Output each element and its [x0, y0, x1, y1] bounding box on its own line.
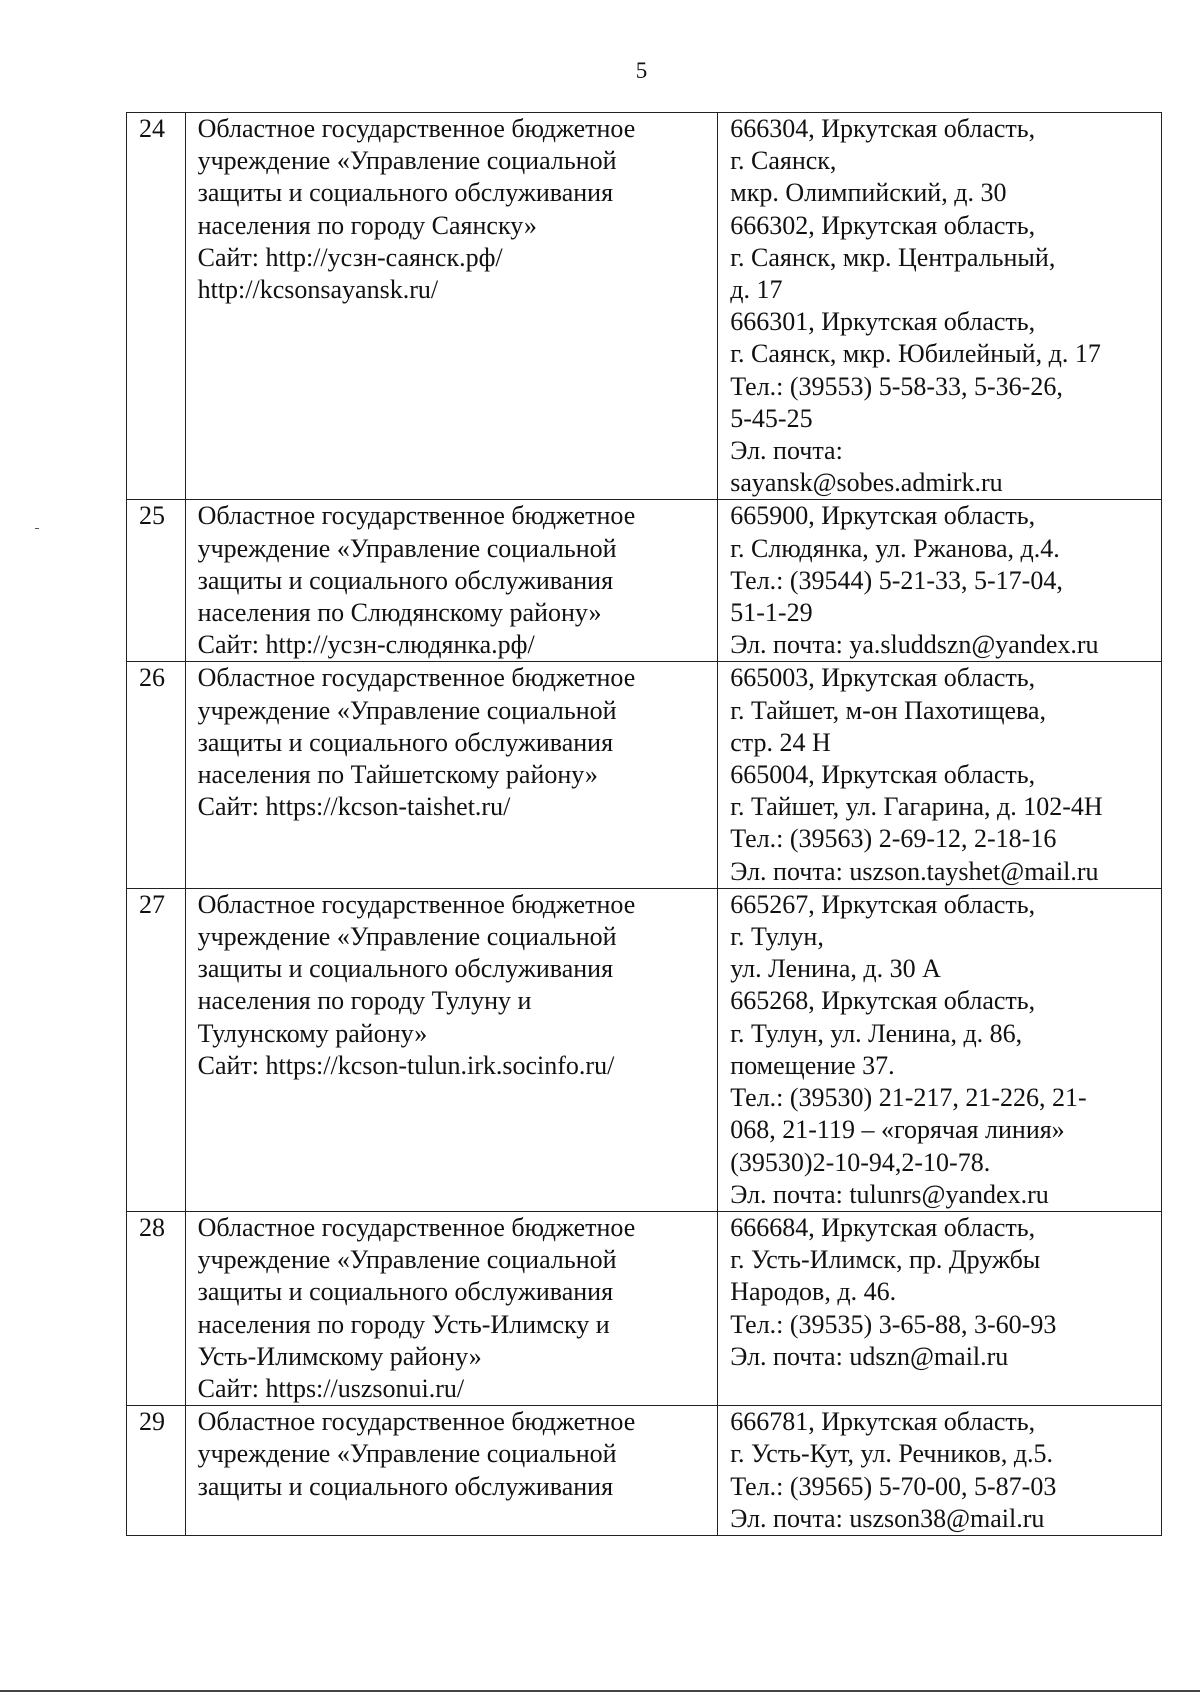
address-line: Тел.: (39565) 5-70-00, 5-87-03: [730, 1471, 1057, 1501]
organization-line: населения по городу Тулуну и: [197, 986, 532, 1016]
organization-line: http://kcsonsayansk.ru/: [197, 275, 439, 305]
row-number: 28: [127, 1211, 186, 1405]
institutions-table: [126, 112, 1162, 1536]
address-line: помещение 37.: [730, 1050, 895, 1080]
organization-line: Областное государственное бюджетное: [197, 501, 636, 531]
organization-line: защиты и социального обслуживания: [197, 178, 614, 208]
organization-line: учреждение «Управление социальной: [197, 1439, 617, 1469]
address-line: г. Тулун,: [730, 922, 824, 952]
organization-cell: [185, 662, 718, 888]
organization-cell: [185, 1211, 718, 1405]
organization-line: защиты и социального обслуживания: [197, 1471, 614, 1501]
organization-line: учреждение «Управление социальной: [197, 1245, 617, 1275]
organization-line: Сайт: http://усзн-слюдянка.рф/: [197, 630, 535, 660]
address-line: г. Саянск, мкр. Юбилейный, д. 17: [730, 339, 1101, 369]
organization-line: защиты и социального обслуживания: [197, 565, 614, 595]
address-contacts-cell: [718, 113, 1162, 500]
organization-line: Областное государственное бюджетное: [197, 889, 636, 919]
organization-cell: [185, 113, 718, 500]
address-line: г. Тайшет, ул. Гагарина, д. 102-4Н: [730, 792, 1103, 822]
address-line: 666301, Иркутская область,: [730, 307, 1036, 337]
table-row: [127, 1406, 1162, 1536]
address-line: д. 17: [730, 275, 783, 305]
organization-line: защиты и социального обслуживания: [197, 954, 614, 984]
address-line: г. Саянск, мкр. Центральный,: [730, 242, 1056, 272]
address-line: Эл. почта: udszn@mail.ru: [730, 1341, 1009, 1371]
address-line: стр. 24 Н: [730, 727, 831, 757]
organization-line: населения по Тайшетскому району»: [197, 760, 598, 790]
address-line: 666302, Иркутская область,: [730, 210, 1036, 240]
address-line: г. Саянск,: [730, 146, 837, 176]
address-line: 665900, Иркутская область,: [730, 501, 1036, 531]
organization-line: Тулунскому району»: [197, 1018, 428, 1048]
address-line: Тел.: (39563) 2-69-12, 2-18-16: [730, 824, 1057, 854]
organization-line: Сайт: http://усзн-саянск.рф/: [197, 242, 503, 272]
address-line: Эл. почта: uszson.tayshet@mail.ru: [730, 856, 1099, 886]
organization-cell: [185, 888, 718, 1211]
address-line: 51-1-29: [730, 598, 813, 628]
organization-line: Областное государственное бюджетное: [197, 1212, 636, 1242]
organization-line: Областное государственное бюджетное: [197, 114, 636, 143]
organization-line: Усть-Илимскому району»: [197, 1341, 482, 1371]
row-number: 26: [127, 662, 186, 888]
address-contacts-cell: [718, 1211, 1162, 1405]
address-line: Тел.: (39535) 3-65-88, 3-60-93: [730, 1309, 1057, 1339]
address-line: г. Усть-Кут, ул. Речников, д.5.: [730, 1439, 1054, 1469]
row-number: 24: [127, 113, 186, 500]
bottom-rule: [0, 1690, 1200, 1692]
address-line: Эл. почта: uszson38@mail.ru: [730, 1503, 1045, 1533]
organization-line: защиты и социального обслуживания: [197, 727, 614, 757]
address-line: Эл. почта: tulunrs@yandex.ru: [730, 1179, 1049, 1209]
address-line: Тел.: (39544) 5-21-33, 5-17-04,: [730, 565, 1063, 595]
address-line: г. Тайшет, м-он Пахотищева,: [730, 695, 1046, 725]
page-number: 5: [635, 58, 648, 83]
organization-line: Сайт: https://kcson-taishet.ru/: [197, 792, 511, 822]
organization-line: учреждение «Управление социальной: [197, 533, 617, 563]
address-line: Эл. почта:: [730, 436, 843, 466]
organization-line: Областное государственное бюджетное: [197, 1407, 636, 1437]
address-line: sayansk@sobes.admirk.ru: [730, 468, 1003, 498]
organization-line: Сайт: https://uszsonui.ru/: [197, 1373, 465, 1403]
address-line: Тел.: (39553) 5-58-33, 5-36-26,: [730, 371, 1063, 401]
address-line: ул. Ленина, д. 30 А: [730, 954, 941, 984]
table-row: [127, 888, 1162, 1211]
organization-line: населения по Слюдянскому району»: [197, 598, 602, 628]
address-line: мкр. Олимпийский, д. 30: [730, 178, 1007, 208]
margin-mark: [35, 528, 39, 529]
address-line: г. Усть-Илимск, пр. Дружбы: [730, 1245, 1041, 1275]
address-contacts-cell: [718, 662, 1162, 888]
address-line: Тел.: (39530) 21-217, 21-226, 21-: [730, 1083, 1087, 1113]
organization-line: учреждение «Управление социальной: [197, 146, 617, 176]
address-line: г. Слюдянка, ул. Ржанова, д.4.: [730, 533, 1060, 563]
address-line: 665268, Иркутская область,: [730, 986, 1036, 1016]
organization-line: населения по городу Усть-Илимску и: [197, 1309, 610, 1339]
address-line: 068, 21-119 – «горячая линия»: [730, 1115, 1065, 1145]
address-line: 5-45-25: [730, 403, 813, 433]
table-row: [127, 662, 1162, 888]
address-line: 666781, Иркутская область,: [730, 1407, 1036, 1437]
address-line: 666304, Иркутская область,: [730, 114, 1036, 143]
address-line: 665267, Иркутская область,: [730, 889, 1036, 919]
row-number: 29: [127, 1406, 186, 1536]
organization-line: учреждение «Управление социальной: [197, 695, 617, 725]
organization-line: защиты и социального обслуживания: [197, 1277, 614, 1307]
organization-line: Областное государственное бюджетное: [197, 663, 636, 693]
table-row: [127, 1211, 1162, 1405]
address-line: г. Тулун, ул. Ленина, д. 86,: [730, 1018, 1023, 1048]
table-row: [127, 113, 1162, 500]
organization-cell: [185, 1406, 718, 1536]
address-contacts-cell: [718, 888, 1162, 1211]
address-line: (39530)2-10-94,2-10-78.: [730, 1147, 991, 1177]
address-line: 665004, Иркутская область,: [730, 760, 1036, 790]
organization-line: Сайт: https://kcson-tulun.irk.socinfo.ru/: [197, 1050, 615, 1080]
organization-line: учреждение «Управление социальной: [197, 922, 617, 952]
row-number: 27: [127, 888, 186, 1211]
organization-cell: [185, 500, 718, 662]
address-contacts-cell: [718, 1406, 1162, 1536]
organization-line: населения по городу Саянску»: [197, 210, 537, 240]
table-body: [127, 113, 1162, 1536]
address-line: Народов, д. 46.: [730, 1277, 897, 1307]
table-row: [127, 500, 1162, 662]
address-line: 665003, Иркутская область,: [730, 663, 1036, 693]
address-contacts-cell: [718, 500, 1162, 662]
address-line: 666684, Иркутская область,: [730, 1212, 1036, 1242]
address-line: Эл. почта: ya.sluddszn@yandex.ru: [730, 630, 1099, 660]
row-number: 25: [127, 500, 186, 662]
